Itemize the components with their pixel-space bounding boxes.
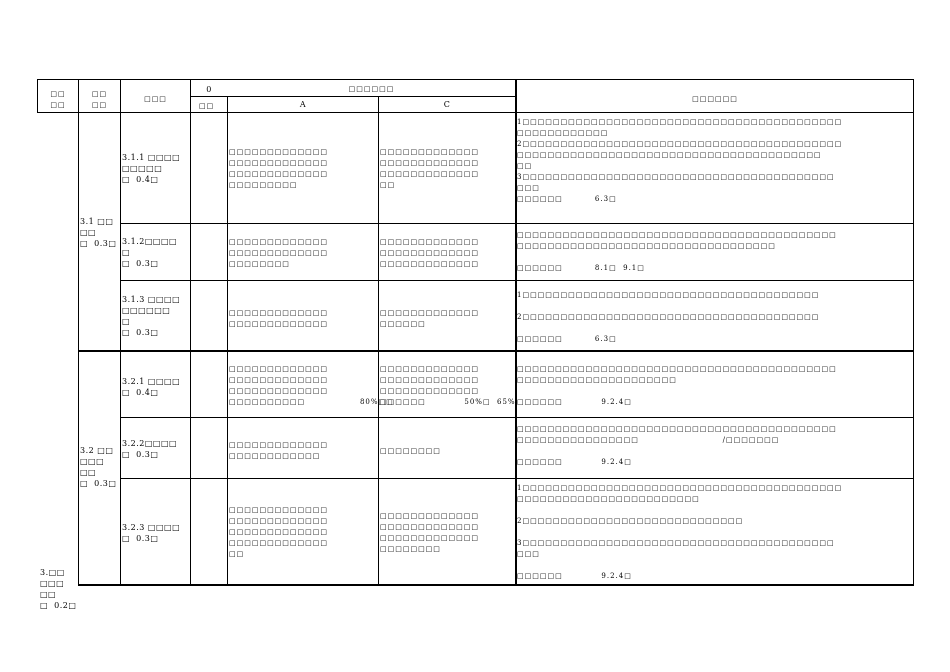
table-bottom-border (78, 584, 914, 586)
level1-label: 3.□□ □□□ □□ □ 0.2□ (40, 568, 77, 610)
notes-3-1-1: 1□□□□□□□□□□□□□□□□□□□□□□□□□□□□□□□□□□□□□□□□□□ □□□□□□□□□□□□ 2□□□□□□□□□□□□□□□□□□□□□□□□□□□□□□□□□□□□□□□□□□ □□□□□□□□□□□□□□□□□□□□□□□□□□□□□□□□□□□□□□□□ □□ 3□□□□□□□□□□□□□□□□□□□□□□□□□□□□□□□□□□□□□□□□□ □□□ □□□□□□ 6.3□ (517, 118, 843, 203)
row-divider-2 (120, 280, 914, 281)
notes-3-2-1: □□□□□□□□□□□□□□□□□□□□□□□□□□□□□□□□□□□□□□□□□□ □□□□□□□□□□□□□□□□□□□□□ □□□□□□ 9.2.4□ (517, 365, 837, 406)
table-top-border (37, 79, 914, 80)
col-border-4 (227, 96, 228, 585)
grade-a-3-1-1: □□□□□□□□□□□□□ □□□□□□□□□□□□□ □□□□□□□□□□□□□ □□□□□□□□□ (229, 148, 328, 189)
grade-c-3-1-1: □□□□□□□□□□□□□ □□□□□□□□□□□□□ □□□□□□□□□□□□□ □□ (380, 148, 479, 189)
row-divider-4 (120, 417, 914, 418)
item-3-1-2: 3.1.2□□□□ □ □ 0.3□ (122, 237, 178, 268)
group-divider (78, 350, 914, 352)
item-3-1-1: 3.1.1 □□□□ □□□□□ □ 0.4□ (122, 153, 181, 184)
header-level2: □□ □□ (91, 90, 108, 109)
header-score-sub: □□ (199, 102, 215, 110)
grade-a-3-1-2: □□□□□□□□□□□□□ □□□□□□□□□□□□□ □□□□□□□□ (229, 238, 328, 268)
col-border-1 (78, 79, 79, 585)
grade-a-3-1-3: □□□□□□□□□□□□□ □□□□□□□□□□□□□ (229, 309, 328, 328)
group-label-3-1: 3.1 □□ □□ □ 0.3□ (80, 217, 117, 248)
col-border-5 (378, 96, 379, 585)
grade-c-3-2-1: □□□□□□□□□□□□□ □□□□□□□□□□□□□ □□□□□□□□□□□□□ □□□□□□ 50%□ 65% (380, 365, 516, 406)
header-item: □□□ (144, 95, 167, 103)
item-3-1-3: 3.1.3 □□□□ □□□□□□ □ □ 0.3□ (122, 295, 181, 337)
item-3-2-2: 3.2.2□□□□ □ 0.3□ (122, 439, 178, 459)
row-divider-1 (120, 223, 914, 224)
header-bottom-border (37, 112, 914, 113)
header-mid-border (190, 96, 516, 97)
item-3-2-1: 3.2.1 □□□□ □ 0.4□ (122, 377, 181, 397)
grade-a-3-2-2: □□□□□□□□□□□□□ □□□□□□□□□□□□ (229, 441, 328, 460)
grade-a-3-2-3: □□□□□□□□□□□□□ □□□□□□□□□□□□□ □□□□□□□□□□□□□ □□□□□□□□□□□□□ □□ (229, 506, 328, 558)
notes-3-2-2: □□□□□□□□□□□□□□□□□□□□□□□□□□□□□□□□□□□□□□□□□□ □□□□□□□□□□□□□□□□ /□□□□□□□ □□□□□□ 9.2.4□ (517, 425, 837, 466)
header-grade-c: C (443, 100, 451, 109)
group-label-3-2: 3.2 □□ □□□ □□ □ 0.3□ (80, 446, 117, 488)
header-notes: □□□□□□ (692, 95, 738, 103)
header-grade-group: □□□□□□ (348, 85, 395, 93)
grade-c-3-1-3: □□□□□□□□□□□□□ □□□□□□ (380, 309, 479, 328)
grade-c-3-1-2: □□□□□□□□□□□□□ □□□□□□□□□□□□□ □□□□□□□□□□□□□ (380, 238, 479, 268)
header-score: 0 (206, 85, 212, 94)
grade-a-3-2-1: □□□□□□□□□□□□□ □□□□□□□□□□□□□ □□□□□□□□□□□□□ □□□□□□□□□□ 80%□□ (229, 365, 394, 406)
header-level1: □□ □□ (50, 90, 66, 109)
header-grade-a: A (299, 100, 307, 109)
col-border-2 (120, 79, 121, 585)
col-border-3 (190, 79, 191, 585)
item-3-2-3: 3.2.3 □□□□ □ 0.3□ (122, 523, 181, 543)
notes-3-2-3: 1□□□□□□□□□□□□□□□□□□□□□□□□□□□□□□□□□□□□□□□□□□ □□□□□□□□□□□□□□□□□□□□□□□□ 2□□□□□□□□□□□□□□□□□□□□□□□□□□□□□ 3□□□□□□□□□□□□□□□□□□□□□□□□□□□□□□□□□□□□□□□□□ □□□ □□□□□□ 9.2.4□ (517, 484, 843, 580)
col-border-right (913, 79, 914, 585)
row-divider-5 (120, 478, 914, 479)
grade-c-3-2-2: □□□□□□□□ (380, 447, 441, 455)
notes-3-1-2: □□□□□□□□□□□□□□□□□□□□□□□□□□□□□□□□□□□□□□□□□□ □□□□□□□□□□□□□□□□□□□□□□□□□□□□□□□□□□ □□□□□□ 8.1□ 9.1□ (517, 231, 837, 272)
grade-c-3-2-3: □□□□□□□□□□□□□ □□□□□□□□□□□□□ □□□□□□□□□□□□□ □□□□□□□□ (380, 512, 479, 553)
notes-3-1-3: 1□□□□□□□□□□□□□□□□□□□□□□□□□□□□□□□□□□□□□□□ 2□□□□□□□□□□□□□□□□□□□□□□□□□□□□□□□□□□□□□□□ □□□□□□ 6.3□ (517, 291, 820, 343)
